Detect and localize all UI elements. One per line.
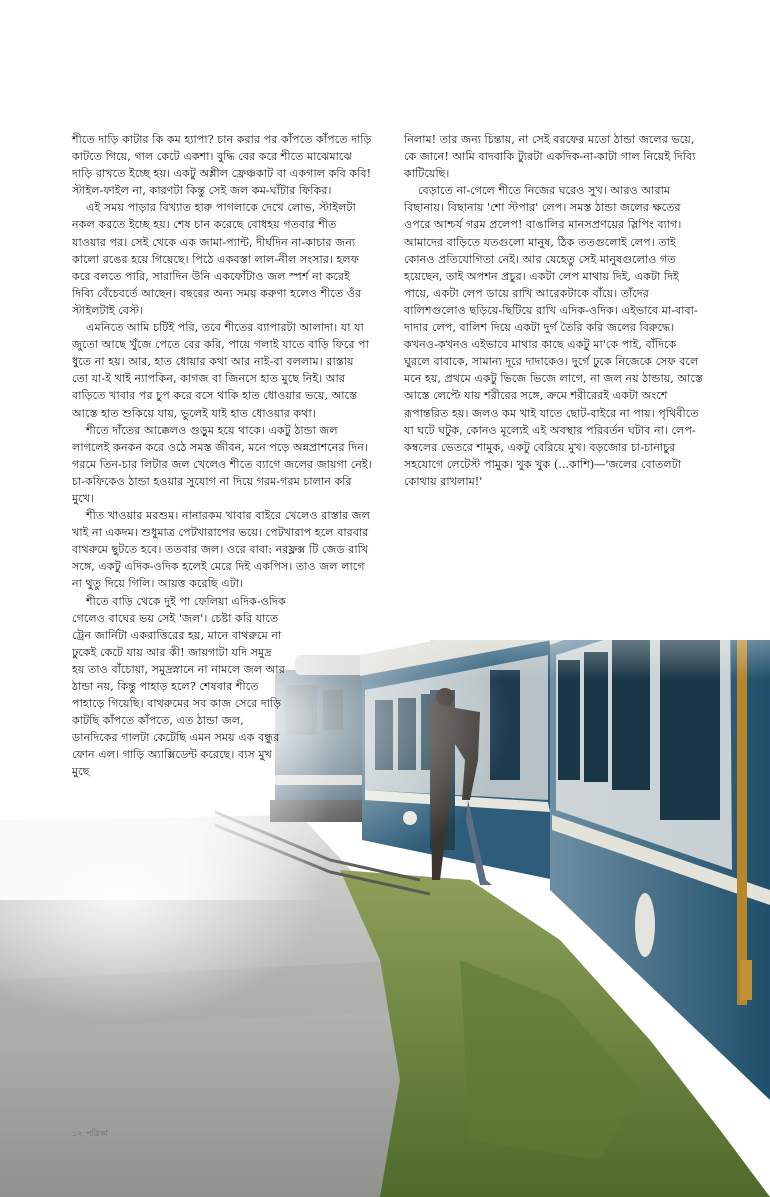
paragraph: শীতে দাড়ি কাটার কি কম হ্যাপা? চান করার পর কাঁপতে কাঁপতে দাড়ি কাটতে গিয়ে, গাল কেটে একশা। বুদ্ধি বের করে শীতে মাঝেমাঝে দাড়ি রাখতে ইচ্ছে হয়। একটু অশ্লীল ফ্রেঞ্চকাট বা একগাল কবি কবি! স্টাইল-ফাইল না, কারণটা কিন্তু সেই জল কম-ঘাঁটার ফিকির।	[72, 133, 372, 198]
page-folio: ১২ পত্রিকা	[72, 1129, 109, 1138]
paragraph: বেড়াতে না-গেলে শীতে নিজের ঘরেও সুখ। আরও আরাম বিছানায়। বিছানায় 'শো স্টপার' লেপ। সমস্ত ঠান্ডা জলের ক্ষতের ওপরে আশ্চর্য গরম প্রলেপ! বাঙালির মানসপ্রণয়ের স্লিপিং ব্যাগ। আমাদের বাড়িতে যতগুলো মানুষ, ঠিক ততগুলোই লেপ। তাই কোনও প্রতিযোগিতা নেই। আর যেহেতু সেই মানুষগুলোও গত হয়েছেন, তাই অপশন প্রচুর। একটা লেপ মাথায় দিই, একটা দিই পায়ে, একটা লেপ ডায়ে রাখি আরেকটাকে বাঁয়ে। তাঁদের বালিশগুলোও ছড়িয়ে-ছিটিয়ে রাখি এদিক-ওদিক। এইভাবে মা-বাবা-দাদার লেপ, বালিশ দিয়ে একটা দুর্গ তৈরি করি জলের বিরুদ্ধে। কখনও-কখনও এইভাবে মাথার কাছে একটু মা'কে পাই, বাঁদিকে ঘুরলে বাবাকে, সামান্য দূরে দাদাকেও। দুর্গে ঢুকে নিজেকে সেফ বলে মনে হয়, প্রথমে একটু ভিজে ভিজে লাগে, না জল নয় ঠান্ডায়, আস্তে আস্তে লেপ্টে যায় শরীরের সঙ্গে, ক্রমে শরীরেরই একটা অংশে রূপান্তরিত হয়। জলও কম খাই যাতে ছোট-বাইরে না পায়। পৃথিবীতে যা ঘটে ঘটুক, কোনও মূল্যেই এই অবস্থার পরিবর্তন ঘটাব না। লেপ-কম্বলের ভেতরে শামুক, একটু বেরিয়ে মুখ। বড়জোর চা-চানাচুর সহযোগে লেটেস্ট পামুক। খুক খুক (...কাশি)—'জলের বোতলটা কোথায় রাখলাম!'	[404, 184, 703, 488]
paragraph: এই সময় পাড়ার বিখ্যাত হারু পাগলাকে দেখে লোভ, স্টাইলটা নকল করতে ইচ্ছে হয়। শেষ চান করেছে বোধহয় গতবার শীত যাওয়ার পর। সেই থেকে এক জামা-প্যান্ট, দীর্ঘদিন না-কাচার জন্য কালো রঙের হয়ে গিয়েছে। পিঠে একবস্তা লাল-নীল সংসার। হলফ করে বলতে পারি, সারাদিন উনি একফোঁটাও জল স্পর্শ না করেই দিব্যি বেঁচেবর্তে আছেন। বছরের অন্য সময় করুণা হলেও শীতে ওঁর স্টাইলটাই বেস্ট।	[72, 201, 362, 317]
article-column-left	[72, 131, 372, 781]
paragraph: এমনিতে আমি চটিই পরি, তবে শীতের ব্যাপারটা আলাদা। যা যা জুতো আছে খুঁজে পেতে বের করি, পায়ে গলাই যাতে বাড়ি ফিরে পা ধুতে না হয়। আর, হাত ধোয়ার কথা আর নাই-বা বললাম। রাস্তায় তো যা-ই খাই ন্যাপকিন, কাগজ বা জিনসে হাত মুছে নিই। আর বাড়িতে খাবার পর চুপ করে বসে থাকি হাত ধোওয়ার ভয়ে, আস্তে আস্তে হাত শুকিয়ে যায়, ভুলেই যাই হাত ধোওয়ার কথা।	[72, 321, 369, 420]
paragraph: শীতে বাড়ি থেকে দুই পা ফেলিয়া এদিক-ওদিক গেলেও বাঘের ভয় সেই 'জল'। চেষ্টা করি যাতে ট্রেন জার্নিটা একরাত্তিরের হয়, মানে বাথরুমে না ঢুকেই কেটে যায় আর কী! জায়গাটা যদি সমুদ্র হয় তাও বাঁচোয়া, সমুদ্রস্নানে না নামলে জল আর ঠান্ডা নয়, কিন্তু পাহাড় হলে? শেষবার শীতে পাহাড়ে গিয়েছি। বাথরুমের সব কাজ সেরে দাড়ি কাটছি কাঁপতে কাঁপতে, এত ঠান্ডা জল, ডানদিকের গালটা কেটেছি এমন সময় এক বন্ধুর ফোন এল। গাড়ি অ্যাক্সিডেন্ট করেছে। ব্যস মুখ মুছে	[72, 594, 286, 779]
article-column-right	[404, 131, 704, 490]
paragraph: নিলাম! তার জন্য চিন্তায়, না সেই বরফের মতো ঠান্ডা জলের ভয়ে, কে জানে! আমি বাদবাকি ট্যুরটা একদিক-না-কাটা গাল নিয়েই দিব্যি কাটিয়েছি।	[404, 133, 696, 181]
paragraph: শীতে দাঁতের আক্কেলও গুড়ুম হয়ে থাকে। একটু ঠান্ডা জল লাগলেই কনকন করে ওঠে সমস্ত জীবন, মনে পড়ে অন্নপ্রাশনের দিন। গরমে তিন-চার লিটার জল খেলেও শীতে ব্যাগে জলের জায়গা নেই। চা-কফিকেও ঠান্ডা হওয়ার সুযোগ না দিয়ে গরম-গরম চালান করি মুখে।	[72, 423, 372, 505]
paragraph: শীত খাওয়ার মরশুম। নানারকম খাবার বাইরে খেলেও রাস্তার জল খাই না একদম। শুধুমাত্র পেটখারাপের ভয়ে। পেটখারাপ হলে বারবার বাথরুমে ছুটতে হবে। ততবার জল। ওরে বাবা: নরফ্লক্স টি জেড রাখি সঙ্গে, একটু এদিক-ওদিক হলেই মেরে দিই একপিস। তাও জল লাগে না থুতু দিয়ে গিলি। আয়ত্ত করেছি এটা।	[72, 509, 371, 591]
